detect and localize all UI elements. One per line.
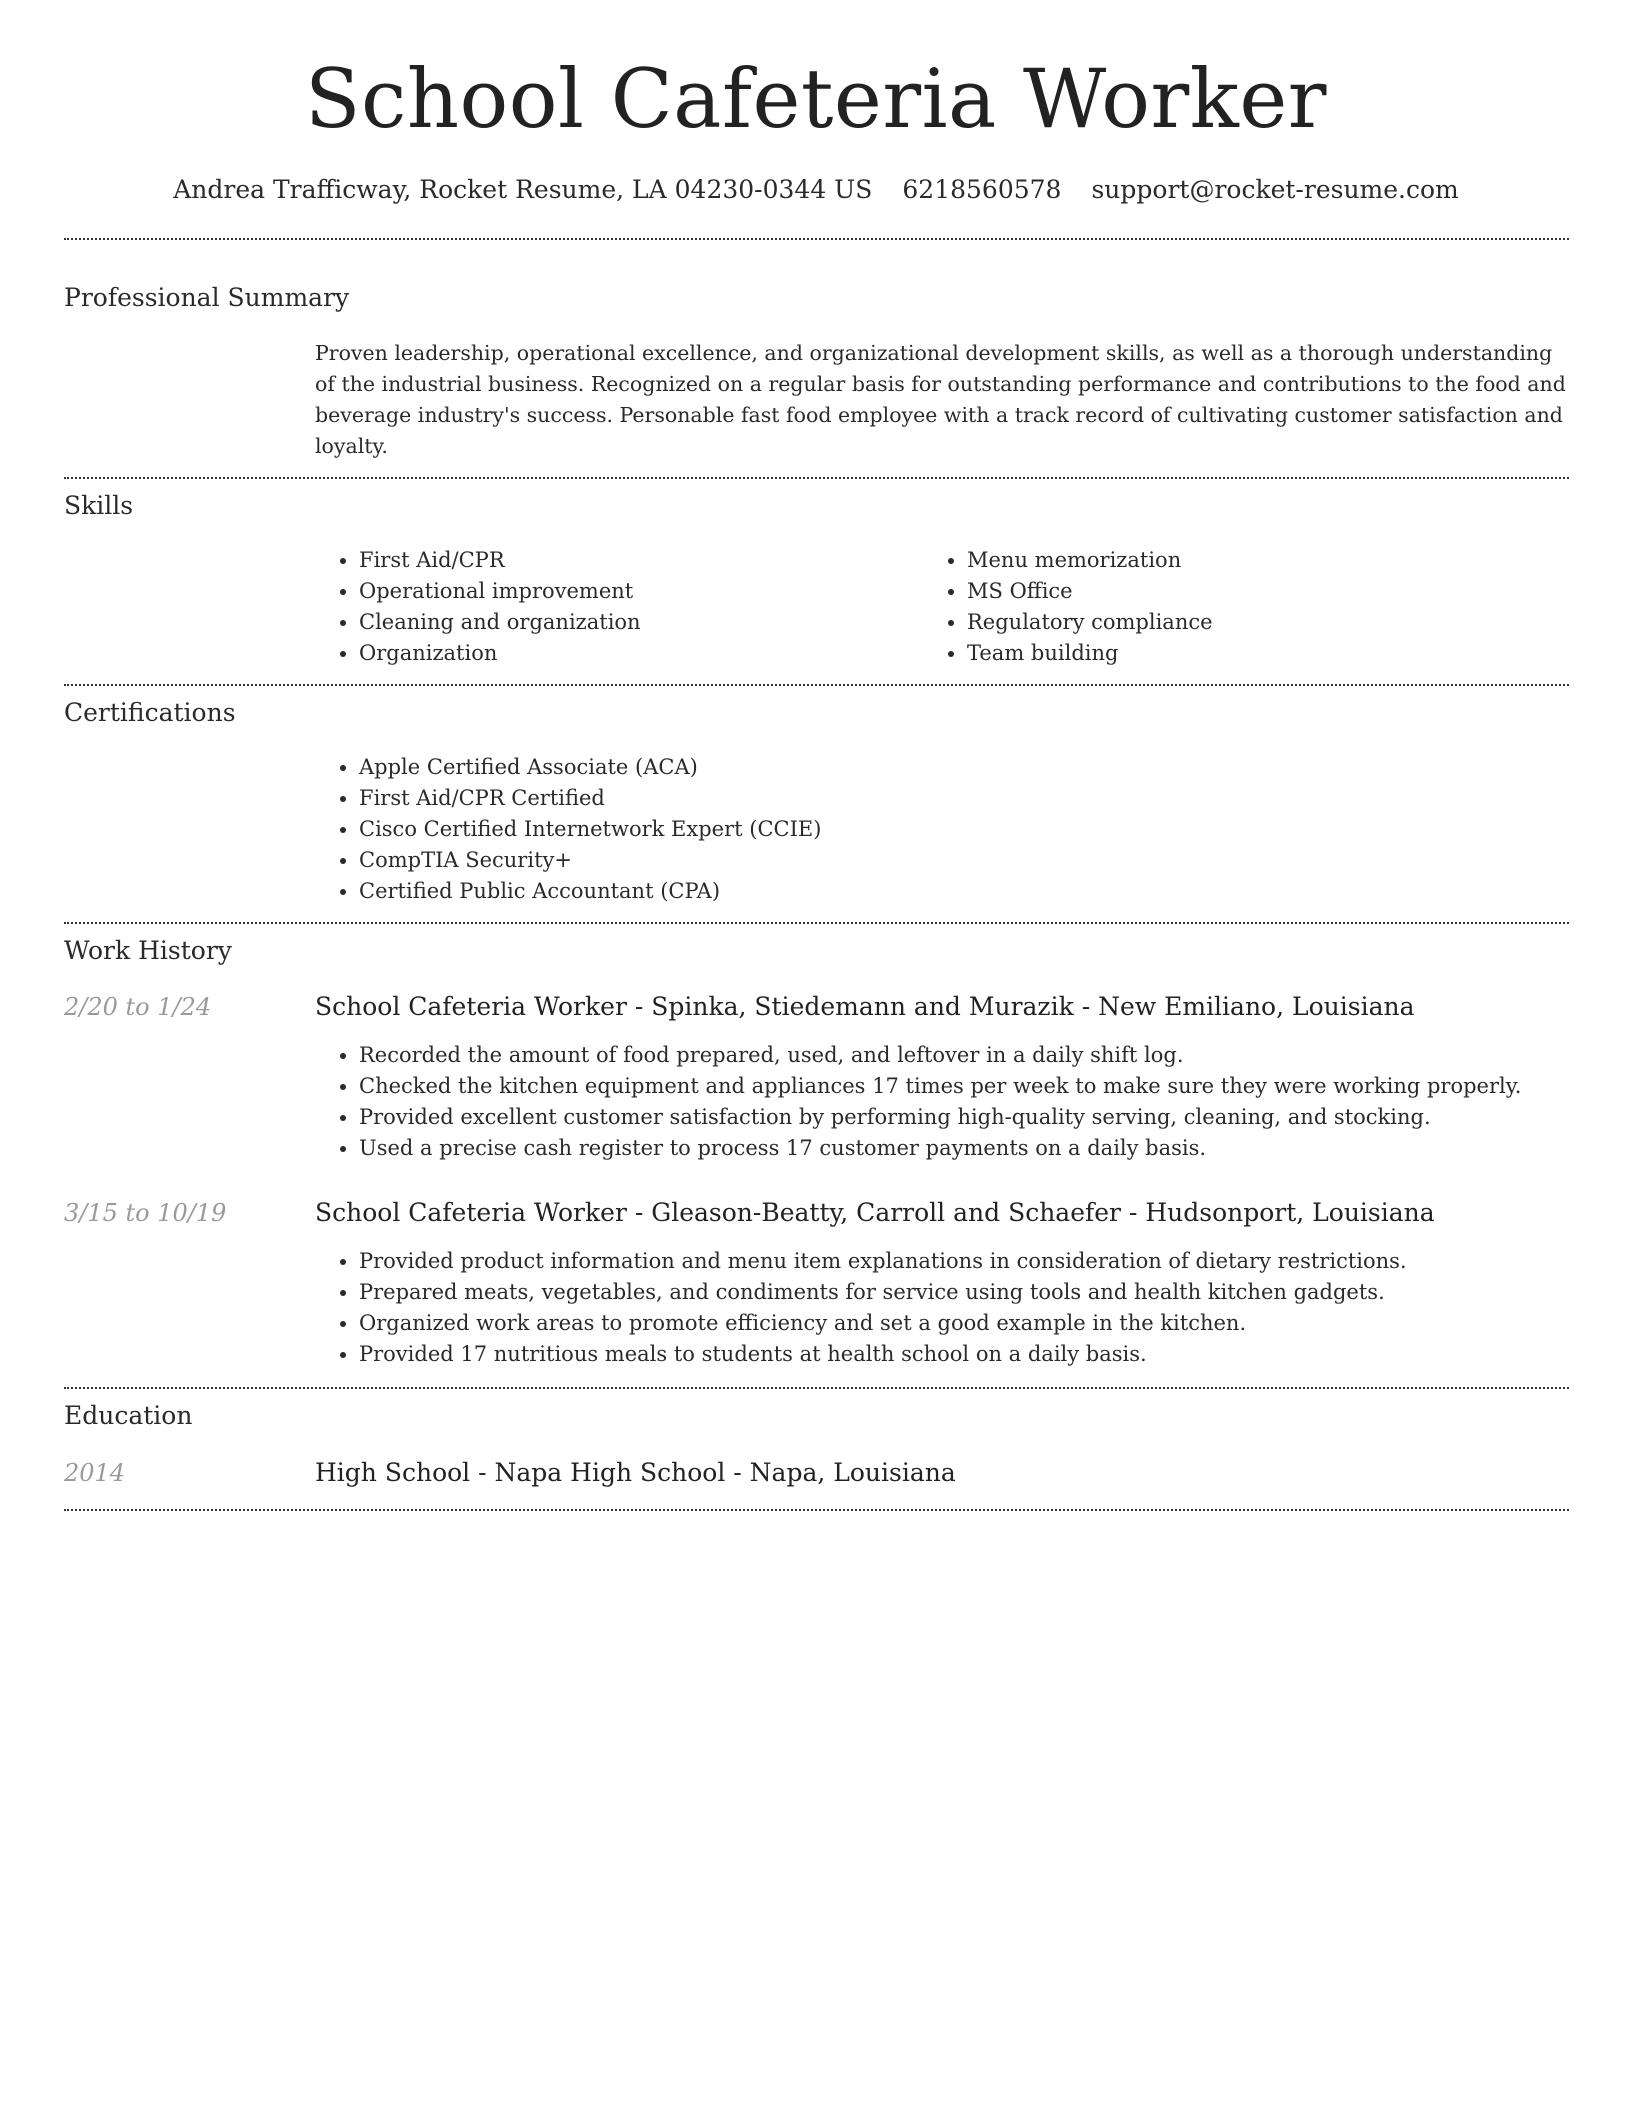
section-divider (64, 1387, 1569, 1389)
education-year: 2014 (64, 1459, 126, 1487)
job-title: School Cafeteria Worker - Gleason-Beatty, Carroll and Schaefer - Hudsonport, Louisiana (315, 1198, 1435, 1227)
job-title: School Cafeteria Worker - Spinka, Stiedemann and Murazik - New Emiliano, Louisiana (315, 992, 1415, 1021)
certification-item: • Certified Public Accountant (CPA) (359, 876, 821, 907)
skill-item: • Operational improvement (359, 576, 641, 607)
certification-item: • First Aid/CPR Certified (359, 783, 821, 814)
skill-item: • Organization (359, 638, 641, 669)
education-heading: Education (64, 1401, 193, 1430)
resume-name: School Cafeteria Worker (304, 53, 1328, 147)
skill-item: • Team building (967, 638, 1213, 669)
section-divider (64, 477, 1569, 479)
job-bullet: • Recorded the amount of food prepared, used, and leftover in a daily shift log. (359, 1040, 1521, 1071)
job-bullet: • Used a precise cash register to process 17 customer payments on a daily basis. (359, 1133, 1521, 1164)
section-divider (64, 238, 1569, 240)
education-entry: High School - Napa High School - Napa, Louisiana (315, 1458, 956, 1487)
section-divider (64, 684, 1569, 686)
job-bullet: • Provided excellent customer satisfaction by performing high-quality serving, cleaning, and stocking. (359, 1102, 1521, 1133)
summary-heading: Professional Summary (64, 283, 350, 312)
job-bullet: • Prepared meats, vegetables, and condiments for service using tools and health kitchen gadgets. (359, 1277, 1407, 1308)
section-divider (64, 1509, 1569, 1511)
summary-text: Proven leadership, operational excellence, and organizational development skills, as well as a thorough understanding of the industrial business. Recognized on a regular basis for outstanding performance and contributions to the food and beverage industry's success. Personable fast food employee with a track record of cultivating customer satisfaction and loyalty. (315, 341, 1566, 458)
certification-item: • CompTIA Security+ (359, 845, 821, 876)
contact-line (0, 170, 1632, 210)
skill-item: • Cleaning and organization (359, 607, 641, 638)
skills-heading: Skills (64, 491, 134, 520)
skill-item: • First Aid/CPR (359, 545, 641, 576)
skills-list-right (923, 545, 1213, 669)
certifications-list (315, 752, 821, 907)
contact-email: support@rocket-resume.com (1091, 175, 1459, 204)
job-bullet: • Checked the kitchen equipment and appliances 17 times per week to make sure they were working properly. (359, 1071, 1521, 1102)
job-bullet: • Organized work areas to promote efficiency and set a good example in the kitchen. (359, 1308, 1407, 1339)
section-divider (64, 922, 1569, 924)
contact-address: Andrea Trafficway, Rocket Resume, LA 04230-0344 US (173, 175, 873, 204)
certifications-heading: Certifications (64, 698, 236, 727)
skill-item: • Regulatory compliance (967, 607, 1213, 638)
skills-list-left (315, 545, 641, 669)
job-bullet: • Provided 17 nutritious meals to students at health school on a daily basis. (359, 1339, 1407, 1370)
job-dates: 2/20 to 1/24 (64, 993, 212, 1021)
skill-item: • Menu memorization (967, 545, 1213, 576)
job-bullets (315, 1246, 1407, 1370)
job-bullet: • Provided product information and menu item explanations in consideration of dietary restrictions. (359, 1246, 1407, 1277)
work-history-heading: Work History (64, 936, 232, 965)
certification-item: • Apple Certified Associate (ACA) (359, 752, 821, 783)
contact-phone: 6218560578 (902, 175, 1062, 204)
job-bullets (315, 1040, 1521, 1164)
certification-item: • Cisco Certified Internetwork Expert (CCIE) (359, 814, 821, 845)
job-dates: 3/15 to 10/19 (64, 1199, 227, 1227)
skill-item: • MS Office (967, 576, 1213, 607)
